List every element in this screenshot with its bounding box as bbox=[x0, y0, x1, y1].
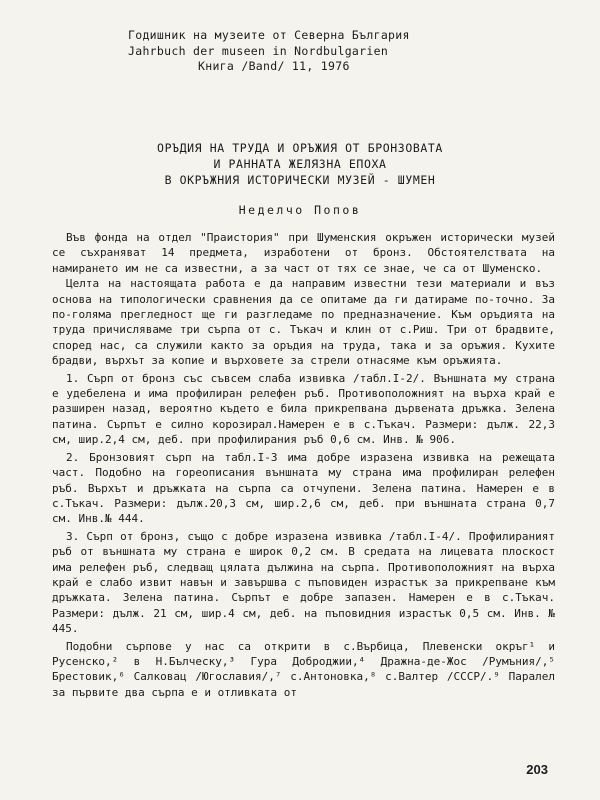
article-author: Неделчо Попов bbox=[238, 203, 362, 217]
article-title bbox=[80, 140, 520, 188]
article-body bbox=[52, 230, 555, 700]
paragraph-intro: Във фонда на отдел "Праистория" при Шуменския окръжен исторически музей се съхраняват 14 предмета, изработени от бронз. Обстоятелствата на намирането им не са известни, а за част от тях се знае, че са от Шуменско. bbox=[52, 231, 555, 275]
paragraph-aim: Целта на настоящата работа е да направим известни тези материали и въз основа на типологически сравнения да се опитаме да ги датираме по-точно. За по-голяма прегледност ще ги разгледаме по предназначение. Към оръдията на труда причисляваме три сърпа от с. Тъкач и клин от с.Риш. Три от брадвите, според нас, са служили както за оръдия на труда, така и за оръжия. Кухите брадви, върхът за копие и върховете за стрели отнасяме към оръжията. bbox=[52, 277, 555, 368]
paragraph-sickle-2: 2. Бронзовият сърп на табл.I-3 има добре изразена извивка на режещата част. Подобно на гореописания външната му страна има профилиран релефен ръб. Върхът и дръжката на сърпа са отчупени. Зелена патина. Намерен е в с.Тъкач. Размери: дълж.20,3 см, шир.2,6 см, деб. при външната страна 0,7 см. Инв.№ 444. bbox=[52, 450, 555, 526]
journal-title-german: Jahrbuch der museen in Nordbulgarien bbox=[128, 43, 389, 58]
paragraph-sickle-3: 3. Сърп от бронз, също с добре изразена извивка /табл.I-4/. Профилираният ръб от външната му страна е широк 0,2 см. В средата на лицевата плоскост има релефен ръб, следващ цялата дължина на сърпа. Противоположният на върха край е слабо извит навън и завършва с пъповиден израстък за прикрепване към дръжката. Зелена патина. Сърпът е добре запазен. Намерен е в с.Тъкач. Размери: дълж. 21 см, шир.4 см, деб. на пъповидния израстък 0,5 см. Инв. № 445. bbox=[52, 529, 555, 636]
article-title-line-3: В ОКРЪЖНИЯ ИСТОРИЧЕСКИ МУЗЕЙ - ШУМЕН bbox=[164, 173, 436, 187]
journal-header bbox=[128, 28, 468, 75]
page-number: 203 bbox=[526, 762, 548, 777]
article-title-line-1: ОРЪДИЯ НА ТРУДА И ОРЪЖИЯ ОТ БРОНЗОВАТА bbox=[157, 141, 443, 155]
journal-volume: Книга /Band/ 11, 1976 bbox=[198, 59, 350, 73]
article-title-line-2: И РАННАТА ЖЕЛЯЗНА ЕПОХА bbox=[213, 157, 387, 171]
paragraph-sickle-1: 1. Сърп от бронз със съвсем слаба извивка /табл.I-2/. Външната му страна е удебелена и има профилиран релефен ръб. Противоположният на върха край е разширен назад, вероятно където е била прикрепвана дървената дръжка. Зелена патина. Сърпът е силно корозирал.Намерен е в с.Тъкач. Размери: дълж. 22,3 см, шир.2,4 см, деб. при профилирания ръб 0,6 см. Инв. № 906. bbox=[52, 371, 555, 447]
journal-title-bulgarian: Годишник на музеите от Северна България bbox=[128, 28, 410, 42]
paragraph-parallels: Подобни сърпове у нас са открити в с.Върбица, Плевенски окръг¹ и Русенско,² в Н.Бълческу,³ Гура Доброджии,⁴ Дражна-де-Жос /Румъния/,⁵ Брестовик,⁶ Салковац /Югославия/,⁷ с.Антоновка,⁸ с.Валтер /СССР/.⁹ Паралел за първите два сърпа е и отливката от bbox=[52, 639, 555, 699]
